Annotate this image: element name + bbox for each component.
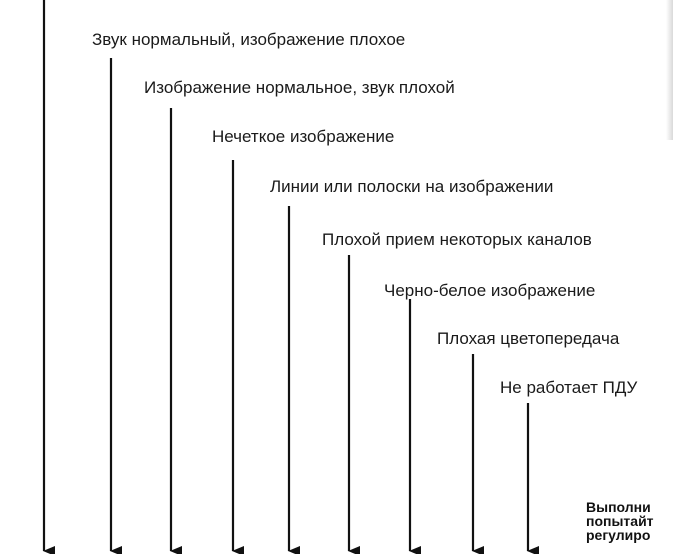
- note-line-1: Выполни: [586, 499, 651, 515]
- symptom-label-poor-color: Плохая цветопередача: [437, 329, 620, 348]
- scan-edge-shadow: [666, 0, 673, 140]
- symptom-label-remote-not-working: Не работает ПДУ: [500, 378, 638, 397]
- action-note-truncated: [586, 500, 654, 542]
- note-line-2: попытайт: [586, 513, 654, 529]
- symptom-label-blurry-picture: Нечеткое изображение: [212, 127, 395, 146]
- symptom-label-picture-ok-sound-bad: Изображение нормальное, звук плохой: [144, 78, 455, 97]
- note-line-3: регулиро: [586, 527, 651, 543]
- symptom-label-black-and-white: Черно-белое изображение: [384, 281, 596, 300]
- symptom-label-poor-reception: Плохой прием некоторых каналов: [322, 230, 592, 249]
- symptom-label-sound-ok-picture-bad: Звук нормальный, изображение плохое: [92, 30, 406, 49]
- symptom-label-lines-stripes: Линии или полоски на изображении: [270, 177, 554, 196]
